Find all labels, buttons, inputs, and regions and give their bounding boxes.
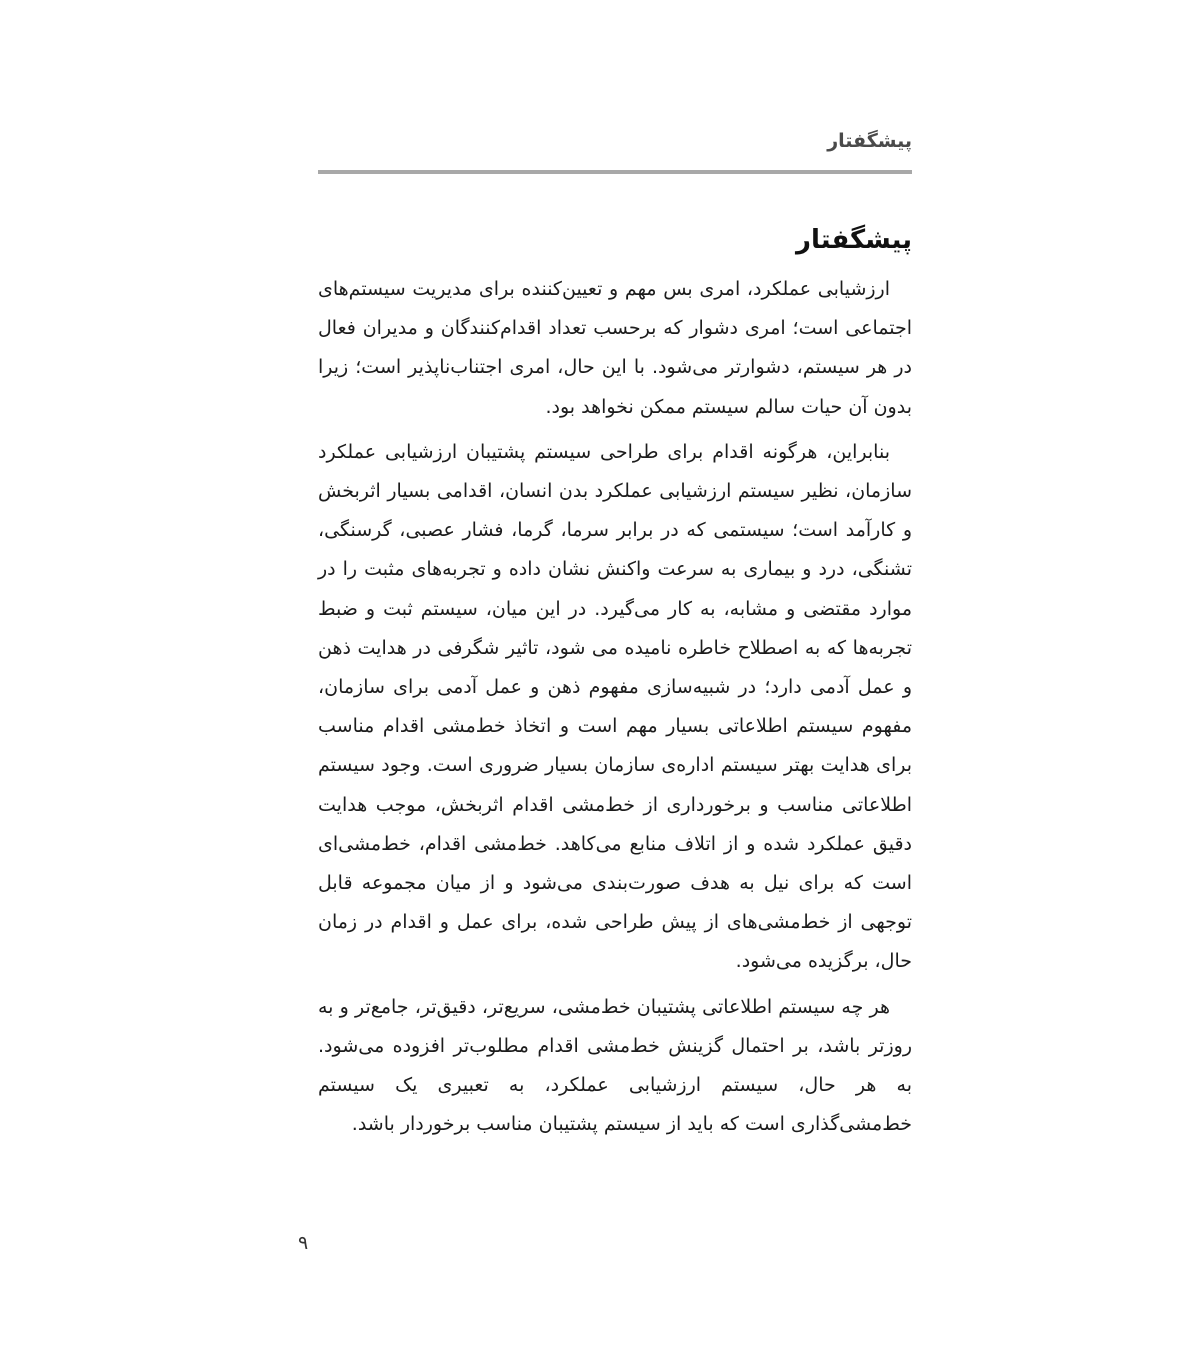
page-number: ۹ (298, 1232, 309, 1254)
section-title: پیشگفتار (795, 225, 912, 255)
running-header: پیشگفتار (827, 130, 912, 152)
page-content (318, 218, 912, 1150)
header-rule (318, 170, 912, 174)
paragraph-3: هر چه سیستم اطلاعاتی پشتیبان خط‌مشی، سریع‌تر، دقیق‌تر، جامع‌تر و به روزتر باشد، بر احتمال گزینش خط‌مشی اقدام مطلوب‌تر افزوده می‌شود. به هر حال، سیستم ارزشیابی عملکرد، به تعبیری یک سیستم خط‌مشی‌گذاری است که باید از سیستم پشتیبان مناسب برخوردار باشد. (318, 995, 912, 1136)
paragraph-2: بنابراین، هرگونه اقدام برای طراحی سیستم پشتیبان ارزشیابی عملکرد سازمان، نظیر سیستم ارزشیابی عملکرد بدن انسان، اقدامی بسیار اثربخش و کارآمد است؛ سیستمی که در برابر سرما، گرما، فشار عصبی، گرسنگی، تشنگی، درد و بیماری به سرعت واکنش نشان داده و تجربه‌های مثبت را در موارد مقتضی و مشابه، به کار می‌گیرد. در این میان، سیستم ثبت و ضبط تجربه‌ها که به اصطلاح خاطره نامیده می شود، تاثیر شگرفی در هدایت ذهن و عمل آدمی دارد؛ در شبیه‌سازی مفهوم ذهن و عمل آدمی برای سازمان، مفهوم سیستم اطلاعاتی بسیار مهم است و اتخاذ خط‌مشی اقدام مناسب برای هدایت بهتر سیستم اداره‌ی سازمان بسیار ضروری است. وجود سیستم اطلاعاتی مناسب و برخورداری از خط‌مشی اقدام اثربخش، موجب هدایت دقیق عملکرد شده و از اتلاف منابع می‌کاهد. خط‌مشی اقدام، خط‌مشی‌ای است که برای نیل به هدف صورت‌بندی می‌شود و از میان مجموعه قابل توجهی از خط‌مشی‌های از پیش طراحی شده، برای عمل و اقدام در زمان حال، برگزیده می‌شود. (318, 440, 912, 973)
paragraph-1: ارزشیابی عملکرد، امری بس مهم و تعیین‌کننده برای مدیریت سیستم‌های اجتماعی است؛ امری دشوار که برحسب تعداد اقدام‌کنندگان و مدیران فعال در هر سیستم، دشوارتر می‌شود. با این حال، امری اجتناب‌ناپذیر است؛ زیرا بدون آن حیات سالم سیستم ممکن نخواهد بود. (318, 278, 912, 418)
